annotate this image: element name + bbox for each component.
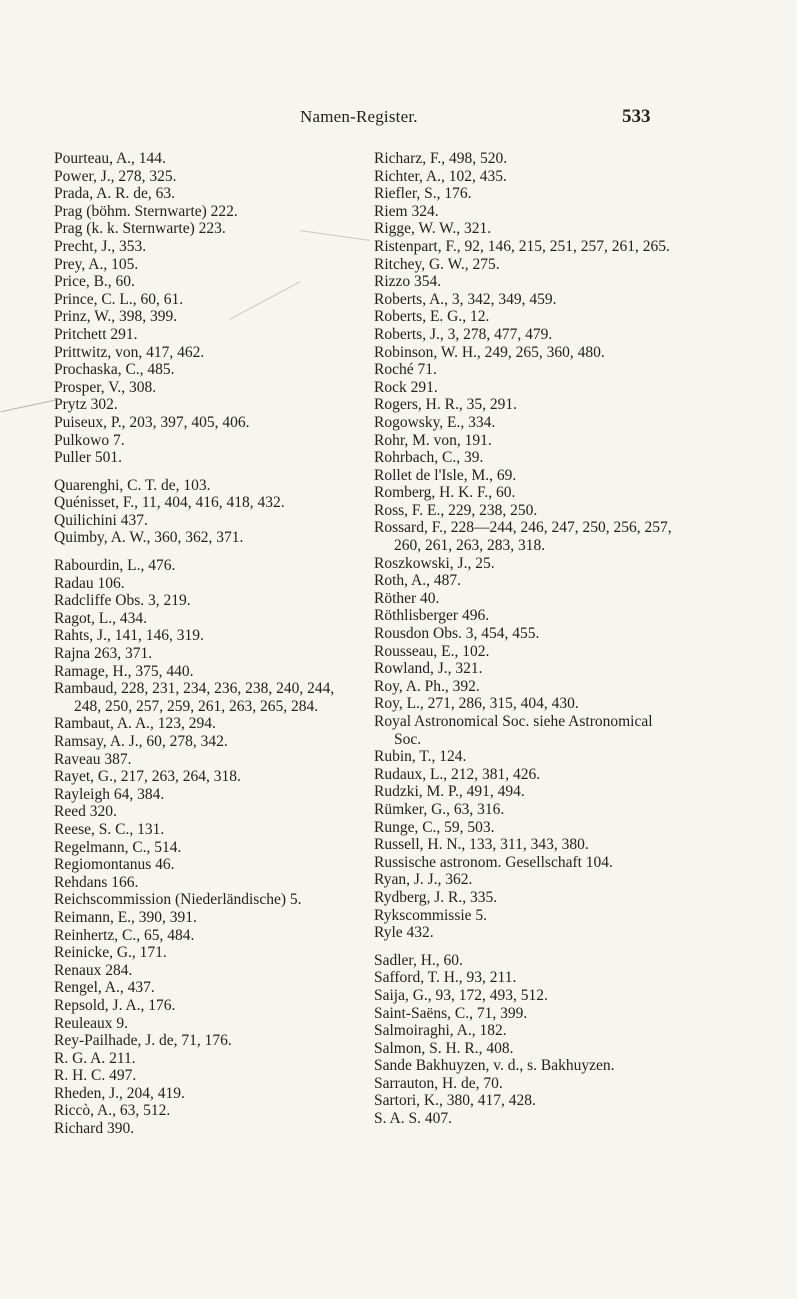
index-entry: Röther 40. — [374, 589, 440, 607]
index-entry: Regiomontanus 46. — [54, 856, 175, 874]
index-entry: Rohrbach, C., 39. — [374, 449, 484, 467]
index-entry: Prinz, W., 398, 399. — [54, 308, 178, 326]
index-entry: Roberts, E. G., 12. — [374, 308, 490, 326]
index-entry: Quilichini 437. — [54, 511, 148, 529]
index-entry: Rogowsky, E., 334. — [374, 413, 496, 431]
index-entry: Price, B., 60. — [54, 273, 135, 291]
index-entry: Sande Bakhuyzen, v. d., s. Bakhuyzen. — [374, 1057, 615, 1075]
index-entry: Rudzki, M. P., 491, 494. — [374, 783, 525, 801]
index-entry: Rydberg, J. R., 335. — [374, 888, 498, 906]
index-entry: Rock 291. — [374, 378, 438, 396]
index-entry: Prosper, V., 308. — [54, 378, 157, 396]
index-entry: Pulkowo 7. — [54, 431, 125, 449]
index-entry: Puller 501. — [54, 449, 123, 467]
index-entry: R. G. A. 211. — [54, 1049, 136, 1067]
index-entry: Russische astronom. Gesellschaft 104. — [374, 853, 613, 871]
index-entry: Prag (k. k. Sternwarte) 223. — [54, 220, 226, 238]
page-number: 533 — [622, 106, 651, 127]
index-entry: Prince, C. L., 60, 61. — [54, 290, 184, 308]
index-entry: Rizzo 354. — [374, 273, 442, 291]
index-entry: Radau 106. — [54, 574, 125, 592]
index-entry: Roy, A. Ph., 392. — [374, 677, 480, 695]
index-entry: Ristenpart, F., 92, 146, 215, 251, 257, 261, 265. — [374, 237, 670, 255]
index-entry: Puiseux, P., 203, 397, 405, 406. — [54, 413, 250, 431]
index-entry: Richter, A., 102, 435. — [374, 167, 507, 185]
index-entry: R. H. C. 497. — [54, 1067, 137, 1085]
index-entry: Ramage, H., 375, 440. — [54, 662, 194, 680]
index-entry: Prag (böhm. Sternwarte) 222. — [54, 202, 238, 220]
index-entry: Reese, S. C., 131. — [54, 820, 165, 838]
index-entry: Renaux 284. — [54, 961, 133, 979]
index-entry: Rabourdin, L., 476. — [54, 557, 176, 575]
index-entry: Rudaux, L., 212, 381, 426. — [374, 765, 541, 783]
index-entry: Prittwitz, von, 417, 462. — [54, 343, 205, 361]
index-entry: Quimby, A. W., 360, 362, 371. — [54, 529, 244, 547]
index-entry: Prada, A. R. de, 63. — [54, 185, 175, 203]
index-entry: Sadler, H., 60. — [374, 951, 463, 969]
index-entry: Riem 324. — [374, 202, 439, 220]
index-entry: Robinson, W. H., 249, 265, 360, 480. — [374, 343, 605, 361]
index-entry: Rousdon Obs. 3, 454, 455. — [374, 625, 540, 643]
index-entry: Rehdans 166. — [54, 873, 139, 891]
index-entry: Roth, A., 487. — [374, 572, 461, 590]
index-entry: Pritchett 291. — [54, 325, 138, 343]
index-entry: S. A. S. 407. — [374, 1110, 452, 1128]
index-entry: Rayleigh 64, 384. — [54, 785, 165, 803]
index-entry: Rambaud, 228, 231, 234, 236, 238, 240, 244, 248, 250, 257, 259, 261, 263, 265, 284. — [54, 680, 335, 715]
index-entry: Rubin, T., 124. — [374, 748, 467, 766]
index-entry: Ramsay, A. J., 60, 278, 342. — [54, 733, 228, 750]
index-entry: Reinhertz, C., 65, 484. — [54, 926, 195, 944]
index-entry: Precht, J., 353. — [54, 237, 147, 255]
index-entry: Raveau 387. — [54, 750, 132, 768]
index-entry: Roberts, A., 3, 342, 349, 459. — [374, 290, 557, 308]
index-entry: Prochaska, C., 485. — [54, 361, 175, 379]
index-entry: Ross, F. E., 229, 238, 250. — [374, 501, 538, 519]
index-entry: Ryle 432. — [374, 924, 434, 942]
index-entry: Richard 390. — [54, 1120, 135, 1138]
index-entry: Rollet de l'Isle, M., 69. — [374, 466, 517, 484]
index-entry: Richarz, F., 498, 520. — [374, 150, 508, 167]
index-entry: Ragot, L., 434. — [54, 609, 147, 627]
index-entry: Saint-Saëns, C., 71, 399. — [374, 1004, 528, 1022]
section-gap — [54, 547, 354, 557]
index-entry: Röthlisberger 496. — [374, 607, 490, 625]
index-entry: Royal Astronomical Soc. siehe Astronomical Soc. — [374, 713, 653, 748]
index-entry: Rogers, H. R., 35, 291. — [374, 396, 517, 414]
index-entry: Salmon, S. H. R., 408. — [374, 1039, 514, 1057]
index-entry: Russell, H. N., 133, 311, 343, 380. — [374, 836, 589, 854]
index-entry: Power, J., 278, 325. — [54, 167, 177, 185]
index-entry: Roberts, J., 3, 278, 477, 479. — [374, 325, 553, 343]
index-entry: Roché 71. — [374, 361, 437, 379]
index-entry: Rümker, G., 63, 316. — [374, 800, 505, 818]
section-gap — [54, 467, 354, 477]
index-entry: Rey-Pailhade, J. de, 71, 176. — [54, 1032, 232, 1050]
index-entry: Riefler, S., 176. — [374, 185, 472, 203]
index-entry: Quénisset, F., 11, 404, 416, 418, 432. — [54, 494, 285, 512]
index-entry: Sartori, K., 380, 417, 428. — [374, 1092, 536, 1110]
index-entry: Ritchey, G. W., 275. — [374, 255, 500, 273]
index-entry: Rambaut, A. A., 123, 294. — [54, 715, 216, 733]
index-entry: Reichscommission (Niederländische) 5. — [54, 891, 302, 909]
index-entry: Rowland, J., 321. — [374, 660, 483, 678]
left-column — [54, 150, 354, 1138]
index-entry: Salmoiraghi, A., 182. — [374, 1022, 507, 1040]
index-entry: Reed 320. — [54, 803, 117, 821]
index-entry: Rengel, A., 437. — [54, 979, 155, 997]
pencil-mark — [1, 399, 60, 412]
index-entry: Safford, T. H., 93, 211. — [374, 969, 517, 987]
index-entry: Rigge, W. W., 321. — [374, 220, 492, 238]
index-entry: Rossard, F., 228—244, 246, 247, 250, 256, 257, 260, 261, 263, 283, 318. — [374, 519, 672, 555]
index-entry: Rousseau, E., 102. — [374, 642, 490, 660]
index-entry: Reuleaux 9. — [54, 1014, 129, 1032]
index-entry: Rayet, G., 217, 263, 264, 318. — [54, 768, 241, 786]
index-entry: Rohr, M. von, 191. — [374, 431, 492, 449]
index-entry: Roszkowski, J., 25. — [374, 554, 495, 572]
index-entry: Saija, G., 93, 172, 493, 512. — [374, 986, 548, 1004]
index-entry: Romberg, H. K. F., 60. — [374, 484, 516, 502]
index-entry: Ryan, J. J., 362. — [374, 871, 473, 889]
running-header: Namen-Register. — [300, 107, 418, 126]
index-entry: Rykscommissie 5. — [374, 906, 488, 924]
index-entry: Reinicke, G., 171. — [54, 944, 167, 962]
index-entry: Riccò, A., 63, 512. — [54, 1102, 171, 1120]
index-entry: Prey, A., 105. — [54, 255, 139, 273]
index-entry: Quarenghi, C. T. de, 103. — [54, 476, 211, 494]
index-entry: Runge, C., 59, 503. — [374, 818, 495, 836]
index-entry: Sarrauton, H. de, 70. — [374, 1074, 503, 1092]
index-entry: Rahts, J., 141, 146, 319. — [54, 627, 204, 645]
index-entry: Reimann, E., 390, 391. — [54, 908, 197, 926]
section-gap — [374, 942, 679, 952]
index-entry: Prytz 302. — [54, 396, 118, 414]
index-entry: Radcliffe Obs. 3, 219. — [54, 592, 191, 610]
index-entry: Rheden, J., 204, 419. — [54, 1084, 185, 1102]
index-entry: Repsold, J. A., 176. — [54, 996, 176, 1014]
right-column — [374, 150, 679, 1128]
index-entry: Rajna 263, 371. — [54, 645, 153, 663]
index-entry: Regelmann, C., 514. — [54, 838, 182, 856]
index-entry: Roy, L., 271, 286, 315, 404, 430. — [374, 695, 579, 713]
index-entry: Pourteau, A., 144. — [54, 150, 166, 167]
